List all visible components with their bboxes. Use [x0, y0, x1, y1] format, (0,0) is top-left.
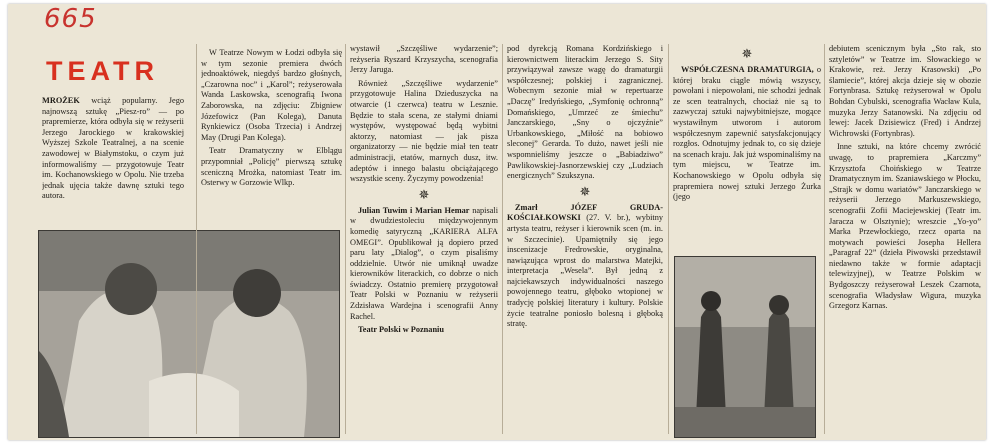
column-6-paragraph-2: Inne sztuki, na które chcemy zwrócić uwagę, to prapremiera „Karczmy” Krzysztofa Choińskiego w Teatrze Dramatycznym im. Szaniawskiego w Płocku, „Strajk w domu wariatów” Janczarskiego w reżyserii Jerzego Markuszewskiego, scenografii Zofii Maciejewskiej (Teatr im. Jaracza w Olsztynie); wreszcie „Yo-yo” Marka Przewłockiego, rzecz oparta na motywach powieści Josepha Hellera „Paragraf 22” (dzieła Piwowski przedstawił niedawno także w formie adaptacji telewizyjnej), w Teatrze Polskim w Bydgoszczy reżyserował Leszek Czarnota, scenografia Władysław Wigura, muzyka Grzegorz Karnas.: [829, 142, 981, 311]
photo-image: [675, 257, 815, 437]
column-2-paragraph-1: W Teatrze Nowym w Łodzi odbyła się w tym sezonie premiera dwóch jednoaktówek, niegdyś bardzo głośnych, „Czarowna noc” i „Karol”; reżyserowała Wanda Laskowska, scenografią Iwona Zaborowska, na zdjęciu: Zbigniew Józefowicz (Pan Kolega), Danuta Rynkiewicz (Osoba Trzecia) i Andrzej May (Drugi Pan Kolega).: [201, 48, 342, 142]
column-rule: [196, 44, 197, 434]
photo-actors-right: [674, 256, 816, 438]
column-1: [42, 96, 184, 230]
column-3-lead: Julian Tuwim i Marian Hemar: [358, 205, 470, 215]
photo-image: [39, 231, 339, 437]
column-3: [350, 44, 498, 438]
column-3-paragraph-4: Teatr Polski w Poznaniu: [358, 325, 444, 335]
column-rule: [502, 44, 503, 434]
photo-actors-left: [38, 230, 340, 438]
column-4: [507, 44, 663, 438]
column-6-paragraph-1: debiutem scenicznym była „Sto rak, sto sztyletów” w Teatrze im. Słowackiego w Krakowie, reż. Jerzy Krasowski) „Po ślamiecie”, której akcja dzieje się w obozie Fortynbrasa. Sztukę reżyserował w Opolu Bohdan Cybulski, scenografia Wacław Kula, muzyka Jerzy Satanowski. Na zdjęciu od lewej: Jacek Dzisiewicz (Fred) i Andrzej Wichrowski (Fortynbras).: [829, 44, 981, 138]
column-5: [673, 44, 821, 252]
headline: TEATR: [46, 56, 159, 86]
column-4-paragraph-1: pod dyrekcją Romana Kordzińskiego i kierownictwem literackim Jerzego S. Sity przywiązywał zawsze wagę do dramaturgii współczesnej; polskiej i zagranicznej. Wobecnym sezonie miał w repertuarze „Daczę” Iredyńskiego, „Symfonię ochronną” Domańskiego, „Umrzeć ze śmiechu” Janczarskiego, „Sny o ojczyźnie” Urbankowskiego, „Miłość na bobiowo sleconej” Gerarda. To dużo, nawet jeśli nie wspomnieliśmy jeszcze o „Babiadziwo” Pawlikowskiej-Jasnorzewskiej czy „Ludziach energicznych” Szukszyna.: [507, 44, 663, 181]
column-5-lead: WSPÓŁCZESNA DRAMATURGIA,: [681, 65, 814, 74]
star-separator: ✵: [418, 187, 430, 203]
column-2-paragraph-2: Teatr Dramatyczny w Elblągu przypomniał „Policję” pierwszą sztukę sceniczną Mrożka, natomiast Teatr im. Osterwy w Gorzowie Wlkp.: [201, 146, 342, 188]
column-4-paragraph-2: (27. V. br.), wybitny artysta teatru, reżyser i kierownik scen (m. in. w Szczecinie). Upamiętniły się jego inscenizacje Fredrowskie, oryginalna, nawiązująca wprost do malarstwa Matejki, interpretacja „Wesela”. Był jedną z najciekawszych indywidualności naszego powojennego teatru, głęboko wtopionej w tradycję polskiej literatury i kultury. Polskie życie teatralne poniosło bolesną i głęboką stratę.: [507, 213, 663, 329]
column-3-paragraph-1: wystawił „Szczęśliwe wydarzenie”; reżyseria Ryszard Krzyszycha, scenografia Jerzy Jaruga.: [350, 44, 498, 75]
column-rule: [824, 44, 825, 434]
column-4-lead: Zmarł JÓZEF GRUDA-KOŚCIAŁKOWSKI: [507, 202, 663, 223]
column-1-lead: MROŻEK: [42, 96, 80, 105]
star-separator: ✵: [741, 47, 753, 62]
column-3-paragraph-2: Również „Szczęśliwe wydarzenie” przygotowuje Halina Dzieduszycka na otwarcie (1 czerwca) teatru w Lesznie. Będzie to stała scena, ze stałymi dniami występów, występować będą wybitni aktorzy, natomiast — jak pisza organizatorzy — nie będzie miał ten teatr administracji, etatów, marnych dusz, itw. adeptów i innego balastu obciążającego wszystkie sceny. Życzymy powodzenia!: [350, 78, 498, 184]
column-1-text: wciąż popularny. Jego najnowszą sztukę „Piesz-ro” — po prapremierze, która odbyła się w reżyserii Jerzego Jarockiego w krakowskiej Wyższej Szkole Teatralnej, a na scenie zawodowej w Białymstoku, o czym już informowaliśmy — przygotowuje Teatr im. Kochanowskiego w Opolu. Nie trzeba jednak ujęcia także dawnę sztuki tego autora.: [42, 96, 184, 201]
newspaper-clipping: [8, 4, 986, 440]
column-6: [829, 44, 981, 438]
column-5-paragraph-1: o której braku ciągle mówią wszyscy, powołani i niepowołani, nie schodzi jednak ze scen teatralnych, chociaż nie są to zazwyczaj sztuki najwybitniejsze, mogące wystawiłnym utworom i autorom współczesnym zapewnić satysfakcjonujący rozgłos. Odnotujmy jednak to, co się dzieje na scenach kraju. Jak już wspominaliśmy na tym miejscu, w Teatrze im. Kochanowskiego w Opolu odbyła się prapremiera nowej sztuki Jerzego Żurka (jego: [673, 65, 821, 202]
column-rule: [345, 44, 346, 434]
column-rule: [668, 44, 669, 434]
column-2: [201, 48, 342, 218]
column-3-paragraph-3: napisali w dwudziestoleciu międzywojennym komedię satyryczną „KARIERA ALFA OMEGI”. Opublikował ją dopiero przed paru laty „Dialog”, o czym pisaliśmy oddzielnie. Utwór nie umiknął uwadze kierowników literackich, co dobrze o nich świadczy. Ostatnio premierę przygotował Teatr Polski w Poznaniu w reżyserii Zdzisława Wardejna i scenografii Anny Rachel.: [350, 205, 498, 321]
handwritten-number: 665: [44, 4, 97, 34]
star-separator: ✵: [579, 184, 591, 200]
